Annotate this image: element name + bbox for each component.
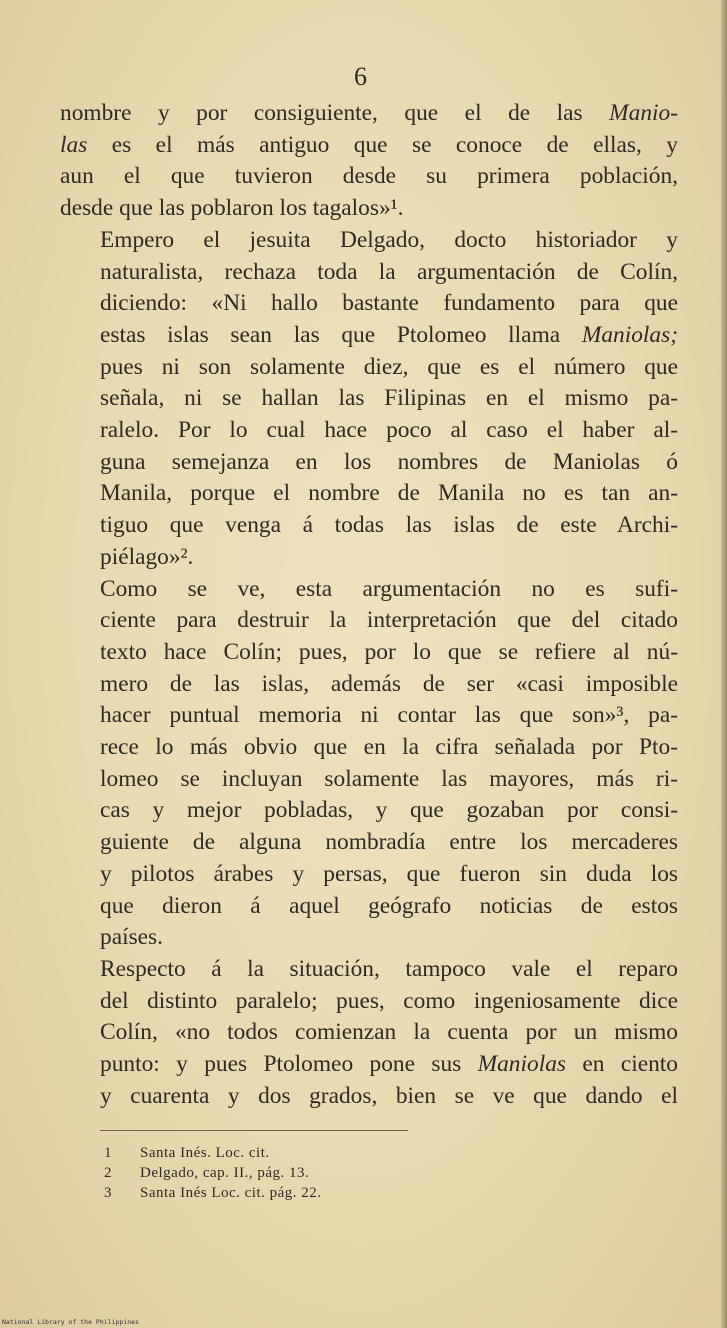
text-line-content: estas islas sean las que Ptolomeo llama: [100, 321, 582, 348]
text-line: mero de las islas, además de ser «casi imposible: [100, 670, 678, 697]
paragraph-1: [60, 98, 678, 225]
italic-word: las: [60, 131, 88, 158]
footnote-number: 1: [104, 1145, 112, 1161]
footnote-text: Delgado, cap. II., pág. 13.: [140, 1165, 310, 1181]
footnote-number: 3: [104, 1185, 112, 1201]
page-edge: [721, 0, 727, 1328]
text-line: piélago»².: [100, 543, 194, 570]
text-line: [60, 130, 678, 162]
text-line: y pilotos árabes y persas, que fueron sin duda los: [100, 860, 678, 887]
text-line: aun el que tuvieron desde su primera población,: [60, 163, 678, 190]
text-line-content: punto: y pues Ptolomeo pone sus: [100, 1051, 478, 1078]
library-watermark: National Library of the Philippines: [2, 1318, 139, 1326]
text-line-content: nombre y por consiguiente, que el de las: [60, 100, 610, 126]
text-line: ciente para destruir la interpretación que del citado: [100, 607, 678, 634]
footnote-number: 2: [104, 1165, 112, 1181]
text-line: Como se ve, esta argumentación no es sufi-: [100, 575, 678, 602]
footnote-text: Santa Inés Loc. cit. pág. 22.: [140, 1185, 322, 1201]
text-line: Colín, «no todos comienzan la cuenta por un mismo: [100, 1019, 678, 1046]
footnote: [104, 1143, 322, 1163]
text-line: cas y mejor pobladas, y que gozaban por consi-: [100, 797, 678, 824]
text-line: [60, 1049, 678, 1081]
text-line: señala, ni se hallan las Filipinas en el mismo pa-: [100, 385, 678, 412]
footnote-text: Santa Inés. Loc. cit.: [140, 1145, 270, 1161]
paragraph-3: [60, 574, 678, 954]
text-line: del distinto paralelo; pues, como ingeniosamente dice: [100, 987, 678, 1014]
text-line: naturalista, rechaza toda la argumentación de Colín,: [100, 258, 678, 285]
text-line: pues ni son solamente diez, que es el número que: [100, 353, 678, 380]
text-line: países.: [100, 924, 164, 951]
paragraph-2: [60, 225, 678, 574]
text-line: diciendo: «Ni hallo bastante fundamento para que: [100, 290, 678, 317]
text-line: guiente de alguna nombradía entre los mercaderes: [100, 829, 678, 856]
text-line: [60, 98, 678, 130]
italic-word: Maniolas;: [581, 321, 678, 348]
text-line: [60, 320, 678, 352]
text-line: lomeo se incluyan solamente las mayores, más ri-: [100, 765, 678, 792]
text-line-content: en ciento: [566, 1051, 678, 1078]
footnotes: [104, 1143, 322, 1203]
text-line: guna semejanza en los nombres de Maniolas ó: [100, 448, 678, 475]
footnote-divider: [100, 1130, 408, 1131]
text-line: hacer puntual memoria ni contar las que son»³, pa-: [100, 702, 678, 729]
text-line-content: es el más antiguo que se conoce de ellas, y: [111, 131, 678, 158]
text-line: que dieron á aquel geógrafo noticias de estos: [100, 892, 678, 919]
text-line: ralelo. Por lo cual hace poco al caso el haber al-: [100, 417, 678, 444]
footnote: [104, 1163, 322, 1183]
italic-word: Manio-: [609, 100, 678, 126]
footnote: [104, 1183, 322, 1203]
text-line: Respecto á la situación, tampoco vale el reparo: [100, 955, 678, 982]
page-number: 6: [354, 62, 367, 91]
text-line: desde que las poblaron los tagalos»¹.: [60, 195, 404, 222]
paragraph-4: [60, 954, 678, 1113]
text-line: Manila, porque el nombre de Manila no es tan an-: [100, 480, 678, 507]
text-line: tiguo que venga á todas las islas de este Archi-: [100, 512, 678, 539]
text-line: y cuarenta y dos grados, bien se ve que dando el: [100, 1082, 678, 1109]
text-line: Empero el jesuita Delgado, docto historiador y: [100, 226, 678, 253]
text-line: rece lo más obvio que en la cifra señalada por Pto-: [100, 734, 678, 761]
text-line: texto hace Colín; pues, por lo que se refiere al nú-: [100, 638, 678, 665]
body-text: [60, 98, 678, 1113]
italic-word: Maniolas: [477, 1051, 566, 1078]
